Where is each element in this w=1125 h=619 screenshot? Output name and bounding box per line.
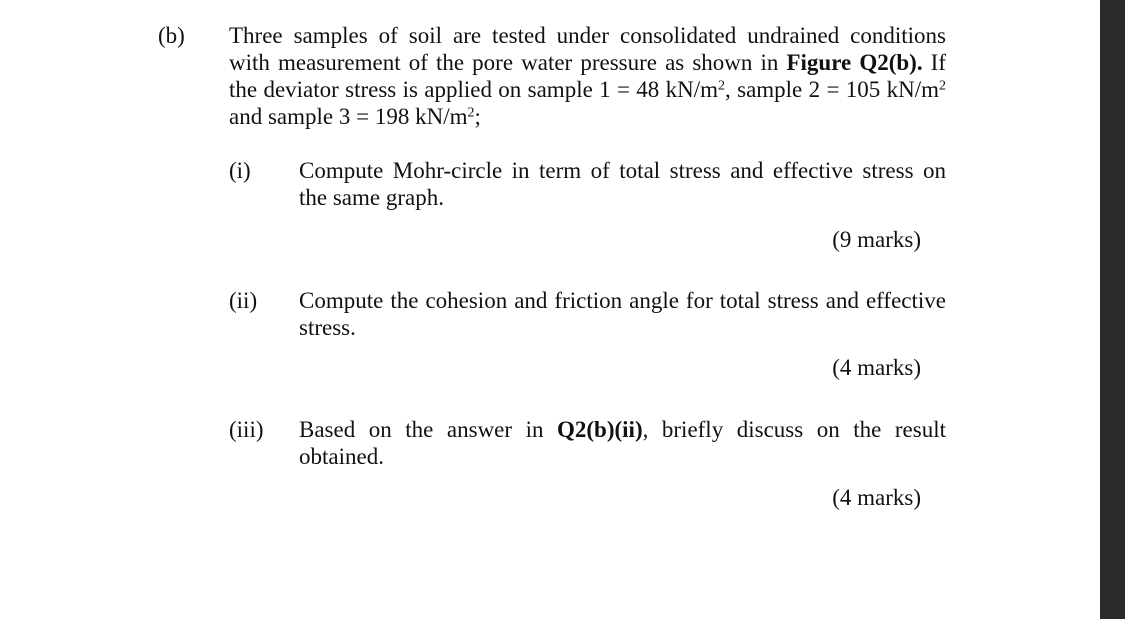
sub-iii-line-1-tail: , briefly discuss on the result (642, 417, 946, 442)
sample-1-unit-exponent: 2 (718, 78, 726, 94)
part-b-line-2-tail: If (922, 50, 946, 75)
sample-3-unit-exponent: 2 (467, 105, 475, 121)
sub-iii-label: (iii) (229, 417, 264, 442)
sub-ii-label: (ii) (229, 288, 258, 313)
sample-2-text: , sample 2 = 105 kN/m (725, 77, 939, 102)
sub-ii-marks: (4 marks) (832, 355, 921, 380)
sub-i-label: (i) (229, 158, 251, 183)
sample-3-text: and sample 3 = 198 kN/m (229, 104, 468, 129)
question-reference: Q2(b)(ii) (557, 417, 643, 442)
part-b-line-1: Three samples of soil are tested under consolidated undrained conditions (229, 23, 946, 48)
sub-ii-line-2: stress. (299, 315, 356, 340)
sample-3-tail: ; (474, 104, 481, 129)
sub-i-marks: (9 marks) (832, 227, 921, 252)
part-b-label: (b) (158, 23, 185, 48)
sub-ii-line-1: Compute the cohesion and friction angle for total stress and effective (299, 288, 946, 313)
sample-2-unit-exponent: 2 (939, 78, 946, 94)
sub-i-line-1: Compute Mohr-circle in term of total stress and effective stress on (299, 158, 946, 183)
sub-i-line-2: the same graph. (299, 185, 444, 210)
part-b-line-2 (229, 49, 946, 76)
sample-1-text: the deviator stress is applied on sample 1 = 48 kN/m (229, 77, 719, 102)
viewer-edge-bar (1100, 0, 1125, 619)
part-b-line-2-text: with measurement of the pore water pressure as shown in (229, 50, 787, 75)
sub-iii-line-2: obtained. (299, 444, 384, 469)
part-b-line-3 (229, 76, 946, 103)
part-b-line-4 (229, 103, 481, 130)
figure-reference: Figure Q2(b). (786, 50, 923, 75)
sub-iii-line-1 (299, 416, 946, 443)
sub-iii-marks: (4 marks) (832, 485, 921, 510)
sub-iii-line-1-text: Based on the answer in (299, 417, 557, 442)
